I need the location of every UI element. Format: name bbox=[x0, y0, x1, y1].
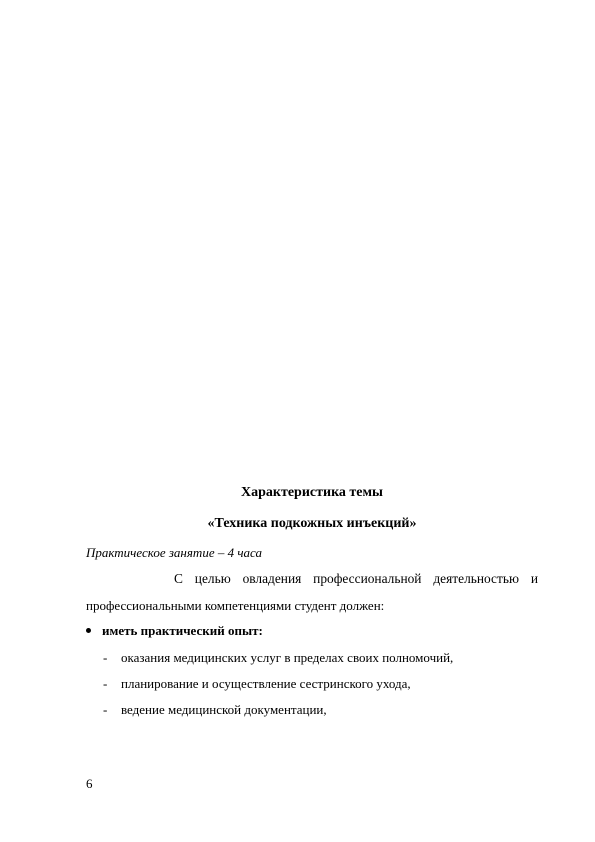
topic-title: «Техника подкожных инъекций» bbox=[207, 516, 417, 531]
bullet-icon bbox=[86, 628, 91, 633]
topic-heading: Характеристика темы bbox=[241, 485, 383, 500]
list-item-text: ведение медицинской документации, bbox=[121, 702, 327, 717]
intro-paragraph-line-1 bbox=[86, 570, 538, 588]
bullet-label: иметь практический опыт: bbox=[102, 623, 263, 638]
page-number: 6 bbox=[86, 776, 93, 791]
dash-marker: - bbox=[103, 676, 108, 691]
intro-paragraph-line-2: профессиональными компетенциями студент должен: bbox=[86, 598, 385, 613]
lesson-info: Практическое занятие – 4 часа bbox=[86, 545, 262, 560]
list-item-text: планирование и осуществление сестринского ухода, bbox=[121, 676, 411, 691]
list-item-text: оказания медицинских услуг в пределах своих полномочий, bbox=[121, 650, 454, 665]
intro-text-line-1: С целью овладения профессиональной деятельностью и bbox=[174, 571, 538, 586]
dash-marker: - bbox=[103, 650, 108, 665]
dash-marker: - bbox=[103, 702, 108, 717]
